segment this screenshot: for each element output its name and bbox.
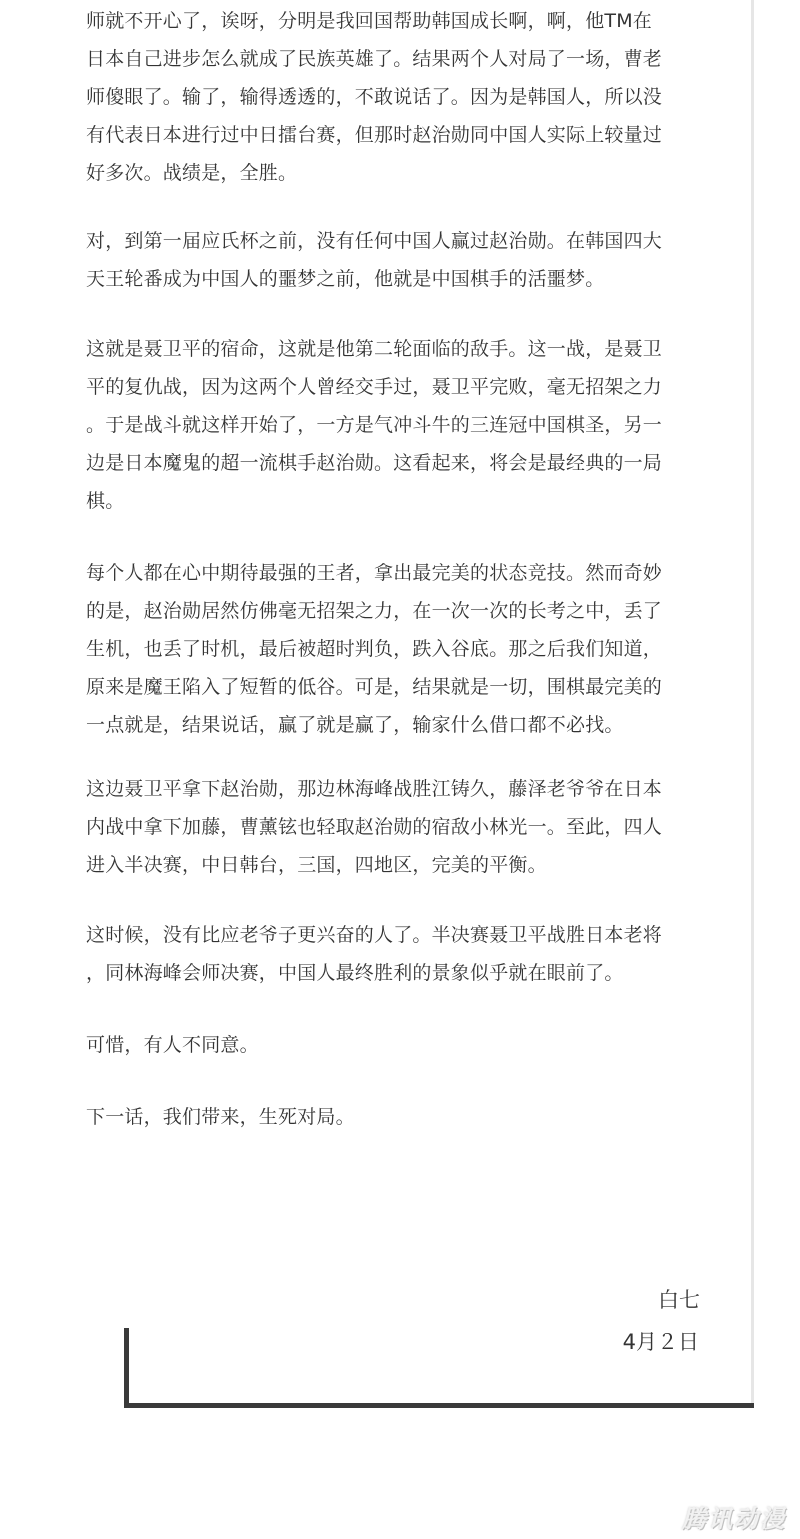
signature-author: 白七 — [658, 1288, 700, 1312]
paragraph-3: 这就是聂卫平的宿命，这就是他第二轮面临的敌手。这一战，是聂卫 平的复仇战，因为这两个人曾经交手过，聂卫平完败，毫无招架之力 。于是战斗就这样开始了，一方是气冲斗牛的三连冠中国棋圣，另一 边是日本魔鬼的超一流棋手赵治勋。这看起来，将会是最经典的一局 棋。 — [86, 338, 663, 512]
paragraph-4: 每个人都在心中期待最强的王者，拿出最完美的状态竞技。然而奇妙 的是，赵治勋居然仿佛毫无招架之力，在一次一次的长考之中，丢了 生机，也丢了时机，最后被超时判负，跌入谷底。那之后我们知道， 原来是魔王陷入了短暂的低谷。可是，结果就是一切，围棋最完美的 一点就是，结果说话，赢了就是赢了，输家什么借口都不必找。 — [86, 562, 663, 736]
paragraph-6: 这时候，没有比应老爷子更兴奋的人了。半决赛聂卫平战胜日本老将 ，同林海峰会师决赛，中国人最终胜利的景象似乎就在眼前了。 — [86, 924, 663, 984]
paragraph-1: 师就不开心了，诶呀，分明是我回国帮助韩国成长啊，啊，他TM在 日本自己进步怎么就成了民族英雄了。结果两个人对局了一场，曹老 师傻眼了。输了，输得透透的，不敢说话了。因为是韩国人，所以没 有代表日本进行过中日擂台赛，但那时赵治勋同中国人实际上较量过 好多次。战绩是，全胜。 — [86, 10, 663, 184]
frame-bottom-edge — [124, 1403, 754, 1408]
paragraph-2: 对，到第一届应氏杯之前，没有任何中国人赢过赵治勋。在韩国四大 天王轮番成为中国人的噩梦之前，他就是中国棋手的活噩梦。 — [86, 230, 663, 290]
paragraph-7: 可惜，有人不同意。 — [86, 1034, 259, 1056]
paragraph-5: 这边聂卫平拿下赵治勋，那边林海峰战胜江铸久，藤泽老爷爷在日本 内战中拿下加藤，曹薰铉也轻取赵治勋的宿敌小林光一。至此，四人 进入半决赛，中日韩台，三国，四地区，完美的平衡。 — [86, 778, 663, 876]
frame-right-edge — [751, 0, 754, 1408]
frame-left-edge — [124, 1328, 129, 1408]
paragraph-8: 下一话，我们带来，生死对局。 — [86, 1106, 355, 1128]
signature-date: 4月２日 — [622, 1330, 699, 1354]
watermark-logo: 腾讯动漫 — [682, 1505, 786, 1533]
